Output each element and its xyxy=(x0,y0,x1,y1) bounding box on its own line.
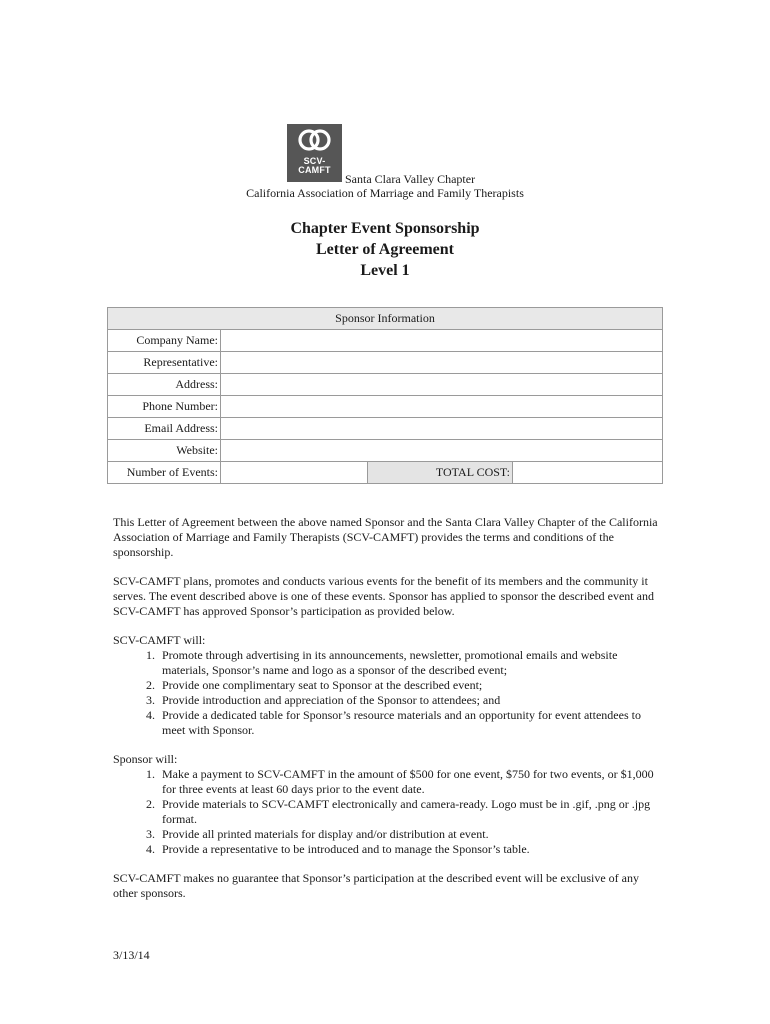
company-name-field[interactable] xyxy=(221,330,663,352)
table-row xyxy=(108,440,663,462)
org-full-name-text: California Association of Marriage and Family Therapists xyxy=(246,186,524,200)
title-line1: Chapter Event Sponsorship xyxy=(290,220,480,237)
table-row xyxy=(108,374,663,396)
representative-field[interactable] xyxy=(221,352,663,374)
list-item: 1. Promote through advertising in its announcements, newsletter, promotional emails and website materials, Sponsor’s name and logo as a sponsor of the described event; xyxy=(158,648,658,678)
sponsor-will-list xyxy=(113,767,658,857)
address-field[interactable] xyxy=(221,374,663,396)
number-of-events-field[interactable] xyxy=(221,462,368,484)
title-line3: Level 1 xyxy=(360,262,410,279)
list-item: 3. Provide introduction and appreciation of the Sponsor to attendees; and xyxy=(158,693,658,708)
list-item: 2. Provide materials to SCV-CAMFT electronically and camera-ready. Logo must be in .gif, .png or .jpg format. xyxy=(158,797,658,827)
org-name: Santa Clara Valley Chapter xyxy=(345,172,476,186)
company-name-label: Company Name: xyxy=(108,330,221,352)
phone-number-label: Phone Number: xyxy=(108,396,221,418)
table-row xyxy=(108,396,663,418)
list-item: 3. Provide all printed materials for display and/or distribution at event. xyxy=(158,827,658,842)
table-row xyxy=(108,462,663,484)
list-item: 1. Make a payment to SCV-CAMFT in the amount of $500 for one event, $750 for two events, or $1,000 for three events at least 60 days prior to the event date. xyxy=(158,767,658,797)
org-full-name xyxy=(0,186,770,201)
scv-will-heading: SCV-CAMFT will: xyxy=(113,633,206,647)
sponsor-will-heading: Sponsor will: xyxy=(113,752,178,766)
logo-text-line2: CAMFT xyxy=(298,165,331,175)
number-of-events-label: Number of Events: xyxy=(108,462,221,484)
address-label: Address: xyxy=(108,374,221,396)
sponsor-info-table xyxy=(107,307,663,484)
list-item: 2. Provide one complimentary seat to Sponsor at the described event; xyxy=(158,678,658,693)
representative-label: Representative: xyxy=(108,352,221,374)
plans-paragraph: SCV-CAMFT plans, promotes and conducts various events for the benefit of its members and the community it serves. The event described above is one of these events. Sponsor has applied to sponsor the described event and SCV-CAMFT has approved Sponsor’s participation as provided below. xyxy=(113,574,654,618)
scv-camft-logo xyxy=(287,124,342,182)
website-label: Website: xyxy=(108,440,221,462)
page-title xyxy=(0,218,770,281)
logo-text-line1: SCV- xyxy=(303,156,326,166)
intro-paragraph: This Letter of Agreement between the above named Sponsor and the Santa Clara Valley Chapter of the California Association of Marriage and Family Therapists (SCV-CAMFT) provides the terms and conditions of the sponsorship. xyxy=(113,515,658,559)
list-item: 4. Provide a dedicated table for Sponsor’s resource materials and an opportunity for event attendees to meet with Sponsor. xyxy=(158,708,658,738)
total-cost-field[interactable] xyxy=(513,462,663,484)
email-address-field[interactable] xyxy=(221,418,663,440)
title-line2: Letter of Agreement xyxy=(315,241,454,258)
scv-will-list xyxy=(113,648,658,738)
total-cost-label: TOTAL COST: xyxy=(368,462,513,484)
website-field[interactable] xyxy=(221,440,663,462)
phone-number-field[interactable] xyxy=(221,396,663,418)
agreement-body xyxy=(113,515,658,915)
logo-text xyxy=(287,157,342,175)
interlocking-rings-icon xyxy=(287,124,342,158)
no-guarantee-paragraph: SCV-CAMFT makes no guarantee that Sponsor’s participation at the described event will be exclusive of any other sponsors. xyxy=(113,871,640,900)
table-row xyxy=(108,352,663,374)
table-row xyxy=(108,330,663,352)
list-item: 4. Provide a representative to be introduced and to manage the Sponsor’s table. xyxy=(158,842,658,857)
document-date: 3/13/14 xyxy=(113,948,150,962)
table-row xyxy=(108,418,663,440)
sponsor-info-header: Sponsor Information xyxy=(108,308,663,330)
email-address-label: Email Address: xyxy=(108,418,221,440)
